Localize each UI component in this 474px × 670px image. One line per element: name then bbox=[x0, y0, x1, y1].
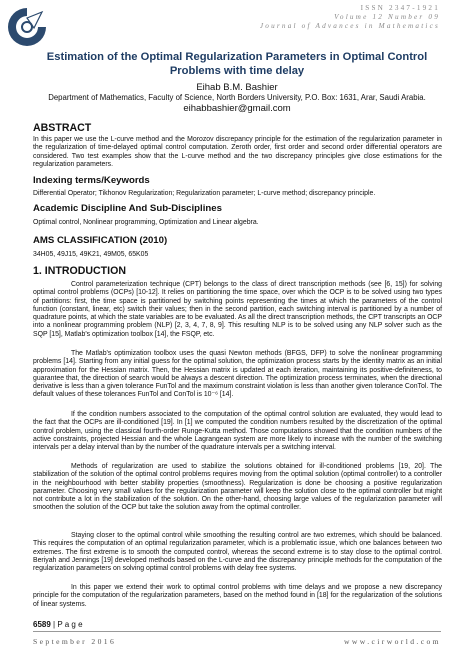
intro-paragraph-2: The Matlab's optimization toolbox uses the quasi Newton methods (BFGS, DFP) to solve the nonlinear programming problems [14]. Starting from any initial guess for the optimal solution, the optimization process starts by the identity matrix as an initial approximation for the Hessian matrix. Then, the Hessian matrix is updated at each iteration, maintaining its positive-definiteness, to guarantee that, the direction of search would be always a descent direction. The optimization process terminates, when the directional derivative is less than a given tolerance FunTol and the maximum constraint violation is less than another given tolerance ConTol. The default values of these tolerances FunTol and ConTol is 10⁻⁶ [14]. bbox=[33, 350, 442, 399]
journal-header bbox=[260, 4, 440, 31]
page-number: 6589 bbox=[33, 620, 51, 629]
intro-paragraph-6: In this paper we extend their work to optimal control problems with time delays and we propose a new discrepancy principle for the computation of the regularization parameters, based on the method found in [18] for the regularization of the solutions of linear systems. bbox=[33, 584, 442, 608]
ams-text: 34H05, 49J15, 49K21, 49M05, 65K05 bbox=[33, 251, 149, 258]
intro-paragraph-3: If the condition numbers associated to the computation of the optimal control solution are evaluated, they would lead to the fact that the OCPs are ill-conditioned [19]. In [1] we computed the condition numbers resulted by the discretization of the optimal control problem, using the classical fourth-order Runge-Kutta method. Those computations showed that the condition numbers of the active constraints, projected Hessian and the whole Lagrangean system are more likely to increase with the number of the switching intervals per a delay interval than by the number of the quadrature intervals per a switching interval. bbox=[33, 411, 442, 452]
introduction-heading: 1. INTRODUCTION bbox=[33, 265, 126, 277]
intro-paragraph-4: Methods of regularization are used to stabilize the solutions obtained for ill-conditioned problems [19, 20]. The stabilization of the solution of the optimal control problems requires moving from the optimal solution (optimal controller) to a controller in the neighbourhood with better stability properties (smoothness). Regularization is done be choosing a positive regularization parameter. Choosing very small values for the regularization parameter will keep the solution close to the optimal controller but might not contribute a lot in the stabilization of the solution. On the other-hand, choosing large values of the regularization parameter will smoothen the solution of the OCP but take the solution away from the optimal controller. bbox=[33, 463, 442, 512]
author-name: Eihab B.M. Bashier bbox=[196, 82, 278, 93]
abstract-text: In this paper we use the L-curve method and the Morozov discrepancy principle for the estimation of the regularization parameter in the regularization of time-delayed optimal control computation. Zeroth order, first order and second order differential operators are considered. Two test examples show that the L-curve method and the two discrepancy principles give close estimations for the regularization parameters. bbox=[33, 136, 442, 168]
footer-website[interactable]: www.cirworld.com bbox=[344, 637, 441, 646]
page-word: P a g e bbox=[57, 620, 83, 629]
intro-paragraph-1: Control parameterization technique (CPT) belongs to the class of direct transcription methods (see [6, 15]) for solving optimal control problems (OCPs) [10-12]. It relies on partitioning the time space, over which the OCP is to be solved using two types of partitions: first, the time space is partitioned by switching points representing the times at which the parameters of the control function (constant, linear, etc) switch their values; then in the second partition, each switching interval is partitioned by a number of quadrature points, at which the state variables are to be evaluated. As all the direct transcription methods, the CPT transcripts an OCP into a nonlinear programming problem (NLP) [2, 3, 4, 7, 8, 9]. This resulting NLP is to be solved using any NLP solver such as the SQP [15], Matlab's optimization toolbox [14], the FSQP, etc. bbox=[33, 281, 442, 338]
paper-title: Estimation of the Optimal Regularization Parameters in Optimal Control Problems with time delay bbox=[46, 51, 428, 77]
footer-divider bbox=[33, 631, 441, 632]
abstract-heading: ABSTRACT bbox=[33, 122, 92, 134]
author-affiliation: Department of Mathematics, Faculty of Science, North Borders University, P.O. Box: 1631, Arar, Saudi Arabia. bbox=[48, 93, 426, 102]
page-separator: | bbox=[50, 620, 58, 629]
page-number-label bbox=[33, 620, 83, 629]
intro-paragraph-5: Staying closer to the optimal control while smoothing the resulting control are two extremes, which should be balanced. This requires the computation of an optimal regularization parameter, which is a problematic issue, which one balances between two extremes. The first extreme is to smooth the computed control, whereas the second extreme is to stay close to the optimal control. Beriyah and Jennings [19] developed methods based on the L-curve and the discrepancy principle methods for the computation of the regularization parameters on solving optimal control problems with delay free systems. bbox=[33, 532, 442, 573]
journal-logo bbox=[4, 4, 50, 50]
journal-volume: Volume 12 Number 09 bbox=[334, 13, 440, 21]
footer-date: September 2016 bbox=[33, 637, 117, 646]
journal-name: Journal of Advances in Mathematics bbox=[259, 22, 440, 30]
keywords-heading: Indexing terms/Keywords bbox=[33, 175, 150, 186]
discipline-text: Optimal control, Nonlinear programming, Optimization and Linear algebra. bbox=[33, 219, 259, 226]
discipline-heading: Academic Discipline And Sub-Disciplines bbox=[33, 203, 222, 214]
journal-issn: ISSN 2347-1921 bbox=[360, 4, 440, 12]
author-email[interactable]: eihabbashier@gmail.com bbox=[183, 103, 291, 114]
keywords-text: Differential Operator; Tikhonov Regularization; Regularization parameter; L-curve method; discrepancy principle. bbox=[33, 190, 376, 197]
ams-heading: AMS CLASSIFICATION (2010) bbox=[33, 235, 168, 246]
